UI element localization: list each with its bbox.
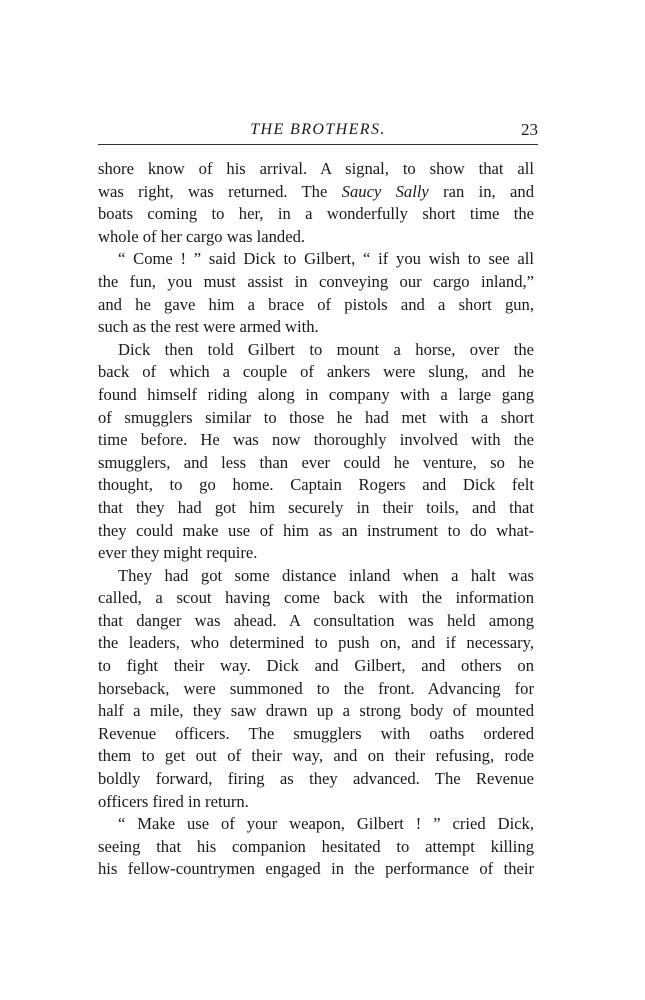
- text-line: that danger was ahead. A consultation was held among: [98, 610, 534, 630]
- paragraph-start-line: They had got some distance inland when a halt was: [118, 565, 534, 585]
- text-line: his fellow-countrymen engaged in the performance of their: [98, 859, 534, 879]
- text-line: to fight their way. Dick and Gilbert, and others on: [98, 656, 534, 676]
- text-line: and he gave him a brace of pistols and a short gun,: [98, 294, 534, 314]
- text-line: them to get out of their way, and on their refusing, rode: [98, 746, 534, 766]
- paragraph-start-line: “ Make use of your weapon, Gilbert ! ” cried Dick,: [118, 814, 534, 834]
- text-line: time before. He was now thoroughly involved with the: [98, 430, 534, 450]
- text-line: the leaders, who determined to push on, and if necessary,: [98, 633, 534, 653]
- text-line: [98, 181, 534, 204]
- header-rule: [98, 144, 538, 145]
- text-line: ever they might require.: [98, 543, 258, 563]
- body-text: [98, 158, 534, 881]
- text-line: the fun, you must assist in conveying our cargo inland,”: [98, 271, 534, 291]
- text-line: back of which a couple of ankers were slung, and he: [98, 362, 534, 382]
- text-line: shore know of his arrival. A signal, to show that all: [98, 159, 534, 178]
- text-line: boats coming to her, in a wonderfully short time the: [98, 204, 534, 224]
- text-line: Revenue officers. The smugglers with oaths ordered: [98, 723, 534, 743]
- text-line: half a mile, they saw drawn up a strong body of mounted: [98, 701, 534, 721]
- text-line: found himself riding along in company with a large gang: [98, 384, 534, 404]
- text-line: such as the rest were armed with.: [98, 317, 319, 337]
- text-line: thought, to go home. Captain Rogers and Dick felt: [98, 475, 534, 495]
- page-number: 23: [521, 120, 538, 139]
- paragraph-start-line: “ Come ! ” said Dick to Gilbert, “ if you wish to see all: [118, 249, 534, 269]
- text-line: of smugglers similar to those he had met with a short: [98, 407, 534, 427]
- running-title: THE BROTHERS.: [250, 121, 386, 138]
- text-segment: ran in, and: [428, 181, 534, 201]
- text-segment: was right, was returned. The: [98, 181, 342, 201]
- ship-name: Saucy Sally: [341, 181, 429, 201]
- text-line: horseback, were summoned to the front. Advancing for: [98, 678, 534, 698]
- text-line: called, a scout having come back with the information: [98, 588, 534, 608]
- text-line: officers fired in return.: [98, 791, 249, 811]
- text-line: smugglers, and less than ever could he venture, so he: [98, 452, 534, 472]
- text-line: seeing that his companion hesitated to attempt killing: [98, 836, 534, 856]
- text-line: that they had got him securely in their toils, and that: [98, 497, 534, 517]
- paragraph-start-line: Dick then told Gilbert to mount a horse, over the: [118, 339, 534, 359]
- running-head: [98, 118, 538, 142]
- text-line: they could make use of him as an instrument to do what-: [98, 520, 534, 540]
- text-line: whole of her cargo was landed.: [98, 226, 306, 246]
- text-line: boldly forward, firing as they advanced. The Revenue: [98, 769, 534, 789]
